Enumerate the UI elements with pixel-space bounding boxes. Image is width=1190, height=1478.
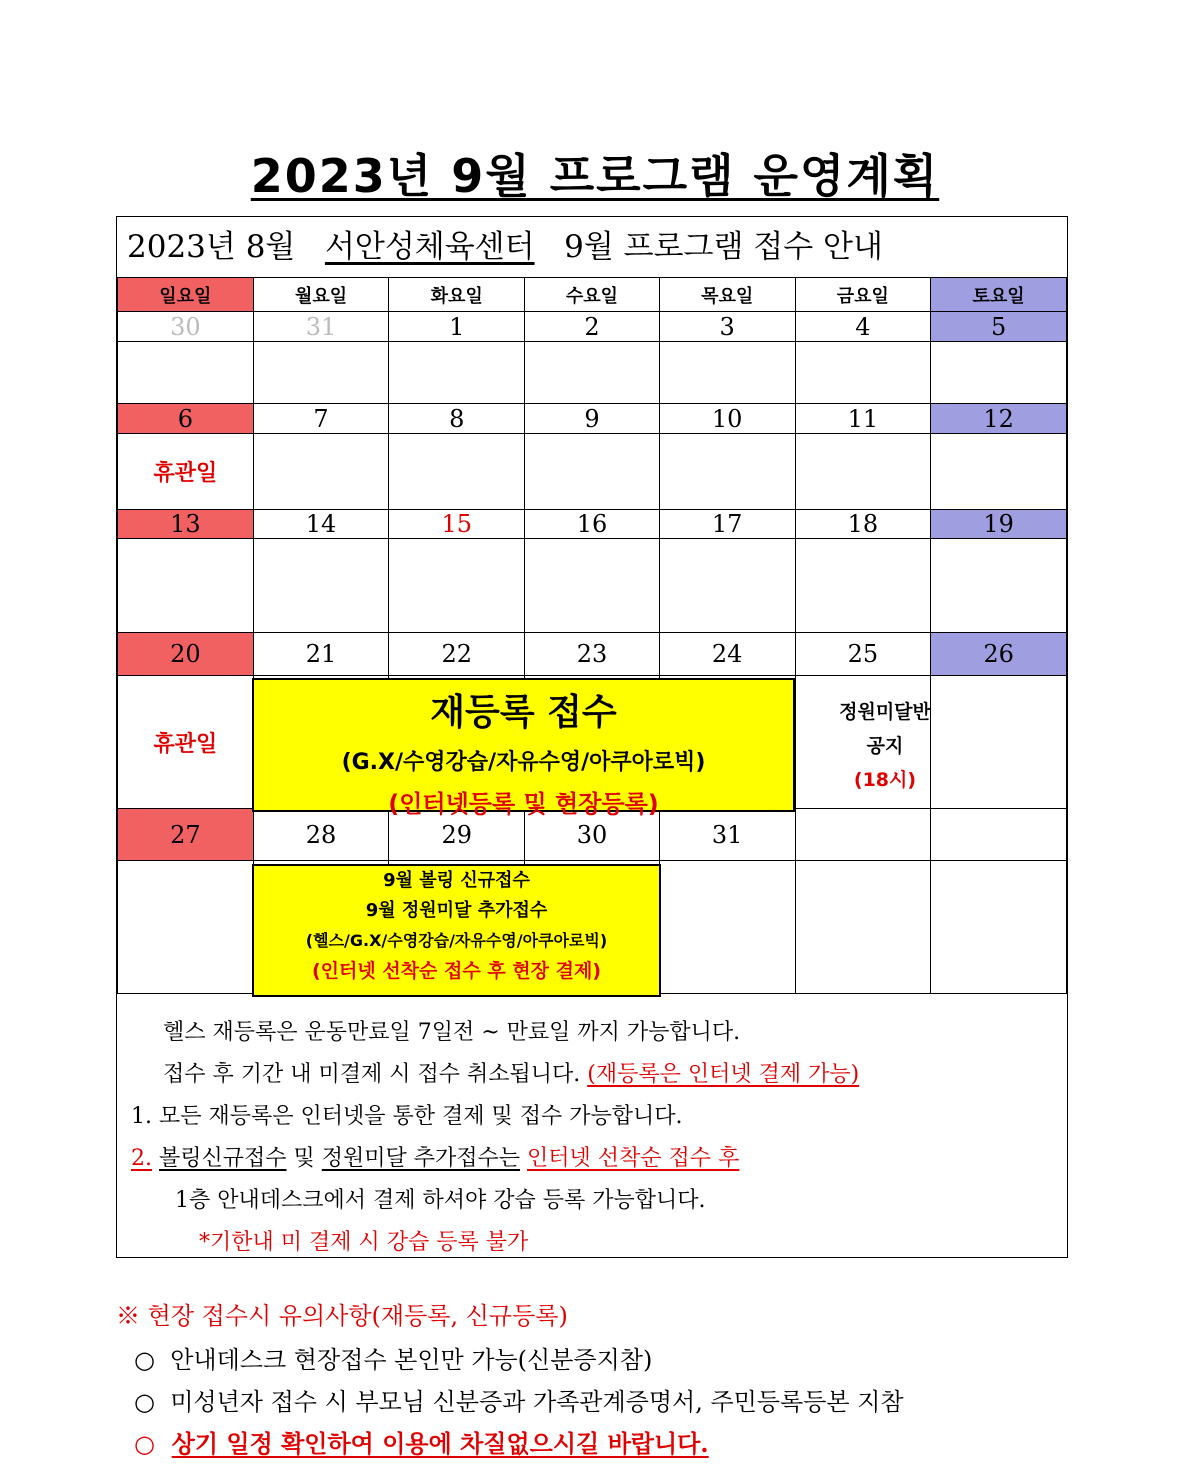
week-row (118, 510, 1067, 539)
note-2-additional: 정원미달 추가접수는 (321, 1146, 521, 1171)
week-row (118, 404, 1067, 434)
notice-header (117, 217, 1077, 277)
vacancy-notice-line1: 정원미달반 (839, 701, 931, 723)
new-registration-method: (인터넷 선착순 접수 후 현장 결제) (311, 960, 602, 982)
week-content-row (118, 539, 1067, 633)
week-content-row (118, 342, 1067, 404)
note-1: 1. 모든 재등록은 인터넷을 통한 결제 및 접수 가능합니다. (131, 1104, 683, 1129)
reregistration-method: (인터넷등록 및 현장등록) (388, 790, 659, 818)
header-suffix: 9월 프로그램 접수 안내 (564, 229, 883, 265)
date-cell: 31 (659, 809, 795, 861)
date-cell: 17 (659, 510, 795, 539)
date-cell: 20 (118, 633, 254, 676)
weekday-thu: 목요일 (659, 278, 795, 312)
date-cell: 4 (795, 312, 931, 342)
date-cell: 16 (525, 510, 660, 539)
caution-item (134, 1424, 709, 1459)
closed-day-label: 휴관일 (118, 676, 254, 809)
date-cell: 9 (525, 404, 660, 434)
vacancy-notice-time: (18시) (853, 769, 917, 791)
date-cell: 2 (525, 312, 660, 342)
bullet-icon: ○ (134, 1429, 155, 1458)
week-row (118, 312, 1067, 342)
date-cell: 18 (795, 510, 931, 539)
date-cell: 30 (118, 312, 254, 342)
weekday-wed: 수요일 (525, 278, 660, 312)
note-2-number: 2. (131, 1146, 152, 1171)
week-row (118, 633, 1067, 676)
header-prefix: 2023년 8월 (127, 229, 296, 265)
bullet-icon: ○ (134, 1346, 155, 1374)
weekday-fri: 금요일 (795, 278, 931, 312)
date-cell: 7 (253, 404, 389, 434)
date-cell: 28 (253, 809, 389, 861)
closed-day-label: 휴관일 (118, 434, 254, 510)
weekday-header-row (118, 278, 1067, 312)
date-cell: 10 (659, 404, 795, 434)
date-cell: 25 (795, 633, 931, 676)
date-cell: 13 (118, 510, 254, 539)
weekday-sat: 토요일 (931, 278, 1067, 312)
note-cancel (163, 1057, 859, 1088)
new-registration-line2: 9월 정원미달 추가접수 (365, 900, 548, 921)
date-cell: 27 (118, 809, 254, 861)
vacancy-notice-line2: 공지 (866, 735, 904, 757)
date-cell: 3 (659, 312, 795, 342)
date-cell: 5 (931, 312, 1067, 342)
page-title: 2023년 9월 프로그램 운영계획 (250, 149, 940, 203)
date-cell: 26 (931, 633, 1067, 676)
date-cell (795, 809, 931, 861)
note-2-bowling: 볼링신규접수 (159, 1146, 287, 1171)
note-2 (131, 1141, 739, 1172)
reregistration-title: 재등록 접수 (430, 692, 617, 733)
caution-item (134, 1340, 652, 1375)
date-cell: 24 (659, 633, 795, 676)
date-cell: 29 (389, 809, 525, 861)
weekday-mon: 월요일 (253, 278, 389, 312)
date-cell: 11 (795, 404, 931, 434)
week-content-row (118, 434, 1067, 510)
new-registration-box (252, 864, 661, 997)
caution-item (134, 1382, 904, 1417)
date-cell: 6 (118, 404, 254, 434)
note-2-internet: 인터넷 선착순 접수 후 (527, 1146, 740, 1171)
note-desk: 1층 안내데스크에서 결제 하셔야 강습 등록 가능합니다. (175, 1188, 706, 1213)
caution-item-text: 상기 일정 확인하여 이용에 차질없으시길 바랍니다. (171, 1429, 709, 1458)
date-cell: 30 (525, 809, 660, 861)
date-cell: 14 (253, 510, 389, 539)
weekday-sun: 일요일 (118, 278, 254, 312)
header-center-name: 서안성체육센터 (324, 229, 535, 265)
bullet-icon: ○ (134, 1388, 155, 1416)
note-deadline: *기한내 미 결제 시 강습 등록 불가 (199, 1230, 529, 1255)
date-cell: 31 (253, 312, 389, 342)
new-registration-programs: (헬스/G.X/수영강습/자유수영/아쿠아로빅) (305, 931, 608, 950)
note-2-and: 및 (286, 1146, 322, 1171)
date-cell (931, 809, 1067, 861)
weekday-tue: 화요일 (389, 278, 525, 312)
note-internet-payment: (재등록은 인터넷 결제 가능) (587, 1062, 860, 1087)
vacancy-notice (817, 695, 953, 797)
date-cell: 19 (931, 510, 1067, 539)
date-cell: 1 (389, 312, 525, 342)
date-cell: 22 (389, 633, 525, 676)
note-health: 헬스 재등록은 운동만료일 7일전 ~ 만료일 까지 가능합니다. (163, 1020, 741, 1045)
date-cell: 8 (389, 404, 525, 434)
schedule-frame (116, 216, 1068, 1258)
new-registration-line1: 9월 볼링 신규접수 (383, 870, 530, 891)
date-cell-holiday: 15 (389, 510, 525, 539)
date-cell: 21 (253, 633, 389, 676)
note-cancel-text: 접수 후 기간 내 미결제 시 접수 취소됩니다. (163, 1062, 588, 1087)
reregistration-box (252, 678, 795, 818)
reregistration-programs: (G.X/수영강습/자유수영/아쿠아로빅) (341, 750, 706, 775)
caution-item-text: 미성년자 접수 시 부모님 신분증과 가족관계증명서, 주민등록등본 지참 (170, 1388, 904, 1416)
cautions-heading: ※ 현장 접수시 유의사항(재등록, 신규등록) (116, 1302, 568, 1330)
date-cell: 23 (525, 633, 660, 676)
date-cell: 12 (931, 404, 1067, 434)
caution-item-text: 안내데스크 현장접수 본인만 가능(신분증지참) (170, 1346, 653, 1374)
